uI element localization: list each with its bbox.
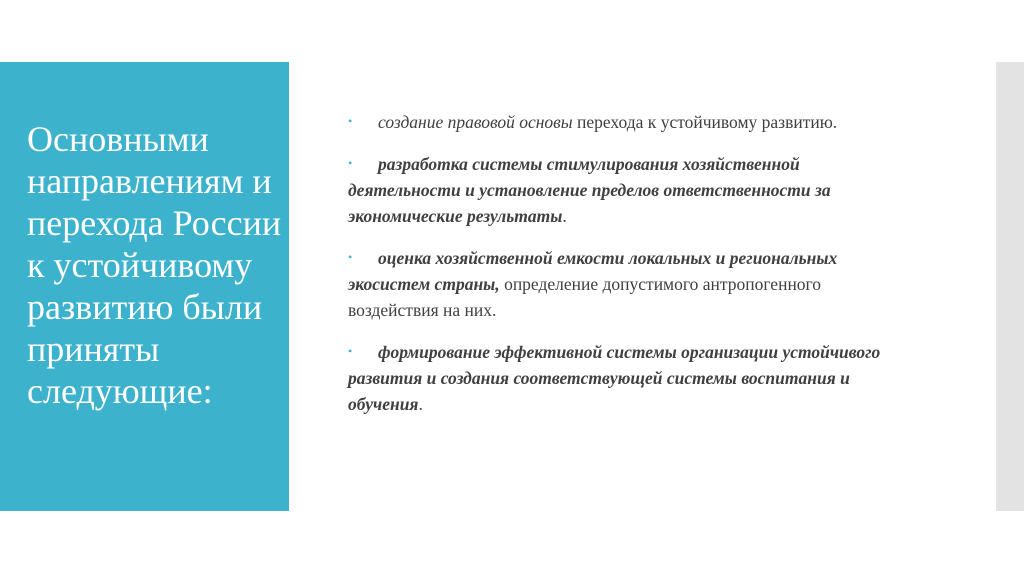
bullet-item — [348, 108, 908, 135]
bullet-text: . — [418, 394, 423, 414]
right-decorative-bar — [996, 62, 1024, 511]
bullet-icon: • — [348, 114, 353, 128]
bullet-item — [348, 150, 908, 229]
bullet-lead-text: оценка хозяйственной емкости локальных и региональных экосистем страны, — [348, 248, 838, 294]
bullet-text: определение допустимого антропогенного воздействия на них. — [348, 274, 822, 320]
bullet-lead-text: разработка системы стимулирования хозяйственной деятельности и установление пределов ответственности за экономические результаты — [348, 154, 831, 226]
bullet-list — [348, 108, 908, 432]
bullet-icon: • — [348, 250, 353, 264]
bullet-text: . — [562, 206, 567, 226]
bullet-lead-text: создание правовой основы — [378, 112, 573, 132]
slide-title: Основными направлениям и перехода России к устойчивому развитию были приняты следующие: — [27, 119, 282, 411]
bullet-icon: • — [348, 156, 353, 170]
bullet-text: перехода к устойчивому развитию. — [572, 112, 838, 132]
bullet-lead-text: формирование эффективной системы организации устойчивого развития и создания соответствующей системы воспитания и обучения — [348, 342, 881, 414]
bullet-icon: • — [348, 344, 353, 358]
bullet-item — [348, 244, 908, 323]
bullet-item — [348, 338, 908, 417]
